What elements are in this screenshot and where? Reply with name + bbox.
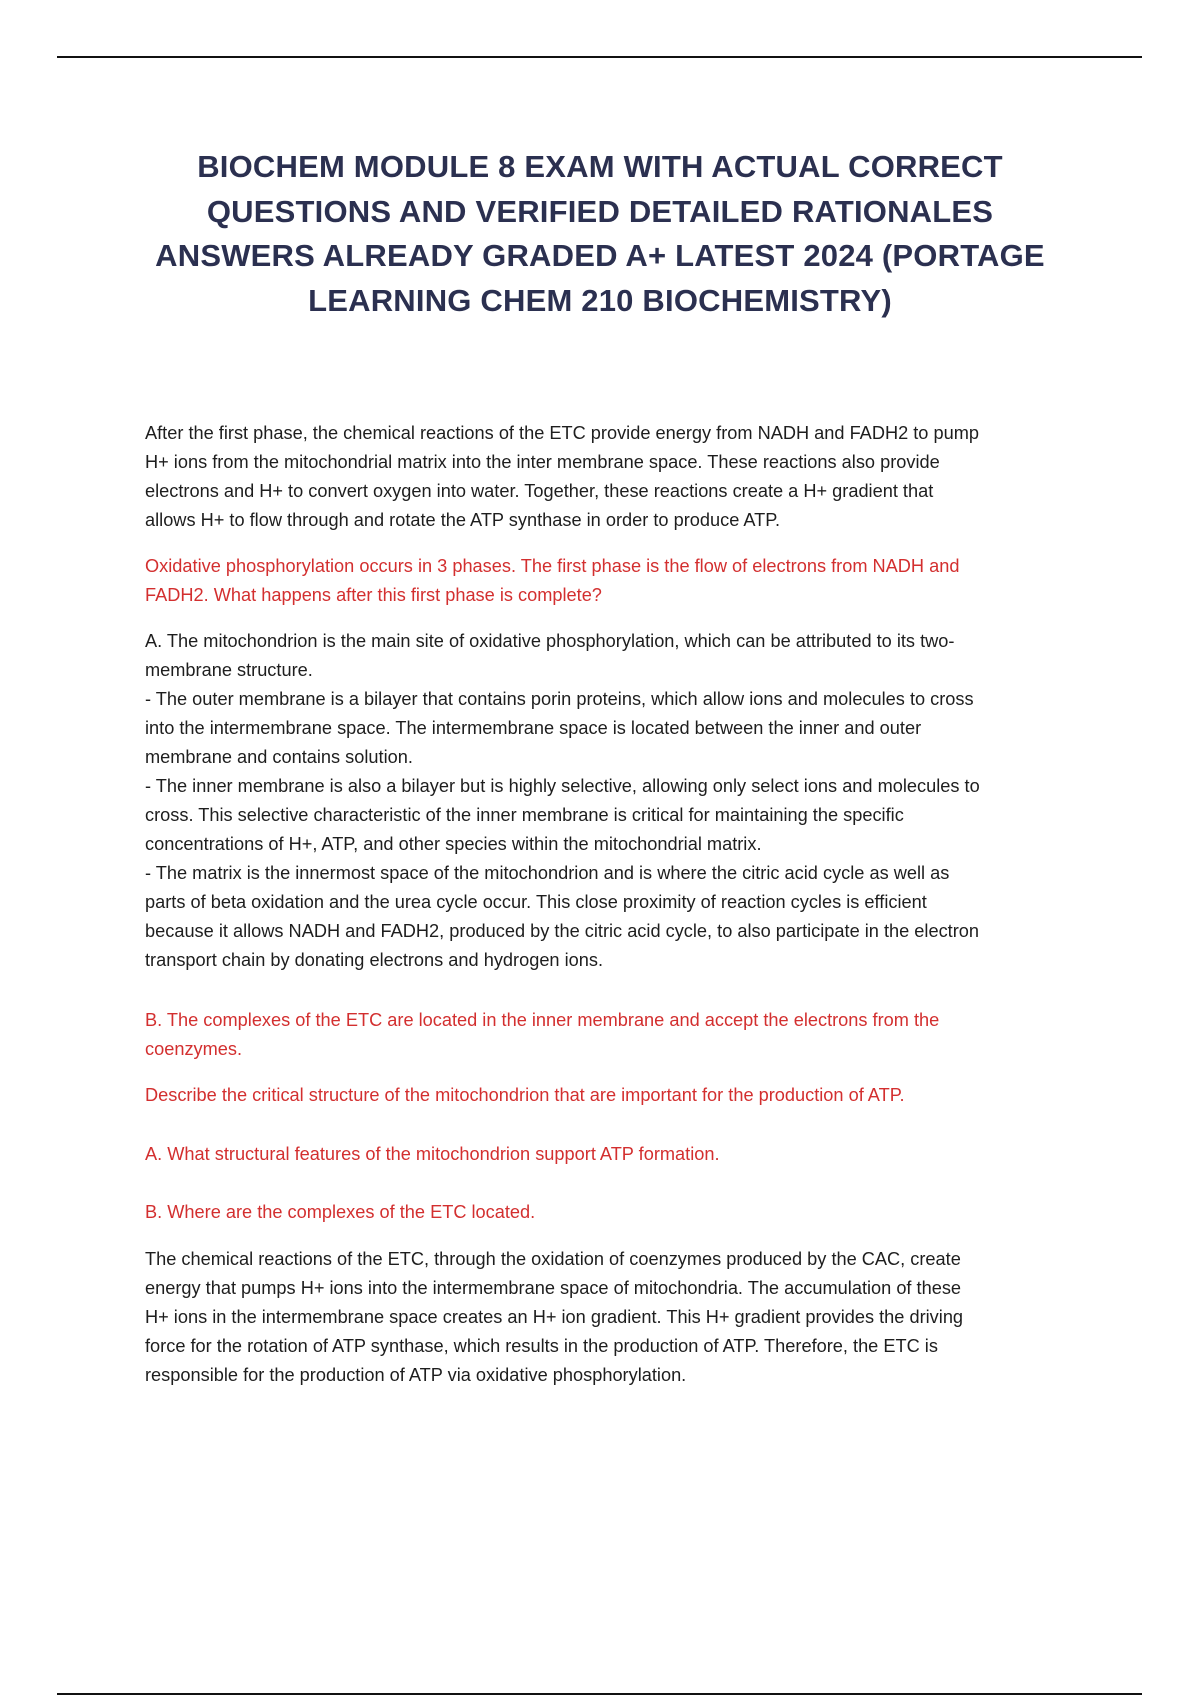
text-line: H+ ions from the mitochondrial matrix into the inter membrane space. These reactions also provide [145, 452, 940, 472]
text-line: FADH2. What happens after this first phase is complete? [145, 585, 602, 605]
question-structural-features [145, 1140, 1085, 1169]
document-title [120, 145, 1080, 323]
text-line: because it allows NADH and FADH2, produced by the citric acid cycle, to also participate in the electron [145, 921, 980, 941]
question-oxidative-phosphorylation [145, 552, 1085, 610]
title-line: LEARNING CHEM 210 BIOCHEMISTRY) [308, 282, 892, 318]
question-complexes-location [145, 1198, 1085, 1227]
top-rule [57, 56, 1142, 58]
title-line: QUESTIONS AND VERIFIED DETAILED RATIONALES [206, 193, 994, 229]
text-line: - The outer membrane is a bilayer that contains porin proteins, which allow ions and molecules to cross [145, 689, 974, 709]
text-line: membrane and contains solution. [145, 747, 413, 767]
text-line: After the first phase, the chemical reactions of the ETC provide energy from NADH and FADH2 to pump [145, 423, 979, 443]
text-line: parts of beta oxidation and the urea cycle occur. This close proximity of reaction cycles is efficient [145, 892, 927, 912]
text-line: electrons and H+ to convert oxygen into water. Together, these reactions create a H+ gradient that [145, 481, 934, 501]
text-line: - The inner membrane is also a bilayer but is highly selective, allowing only select ions and molecules to [145, 776, 980, 796]
answer-paragraph-etc-energy [145, 419, 1085, 535]
text-line: The chemical reactions of the ETC, through the oxidation of coenzymes produced by the CAC, create [145, 1249, 961, 1269]
title-line: ANSWERS ALREADY GRADED A+ LATEST 2024 (PORTAGE [155, 238, 1045, 273]
text-line: responsible for the production of ATP via oxidative phosphorylation. [145, 1365, 687, 1385]
text-line: B. The complexes of the ETC are located in the inner membrane and accept the electrons from the [145, 1010, 940, 1030]
text-line: into the intermembrane space. The intermembrane space is located between the inner and outer [145, 718, 922, 738]
answer-etc-location [145, 1006, 1085, 1064]
answer-mitochondrion-structure [145, 627, 1085, 975]
text-line: force for the rotation of ATP synthase, which results in the production of ATP. Therefore, the ETC is [145, 1336, 938, 1356]
text-line: cross. This selective characteristic of the inner membrane is critical for maintaining the specific [145, 805, 904, 825]
text-line: B. Where are the complexes of the ETC located. [145, 1202, 536, 1222]
text-line: concentrations of H+, ATP, and other species within the mitochondrial matrix. [145, 834, 762, 854]
text-line: allows H+ to flow through and rotate the ATP synthase in order to produce ATP. [145, 510, 781, 530]
text-line: - The matrix is the innermost space of the mitochondrion and is where the citric acid cycle as well as [145, 863, 950, 883]
text-line: Oxidative phosphorylation occurs in 3 phases. The first phase is the flow of electrons from NADH and [145, 556, 960, 576]
answer-etc-atp-production [145, 1245, 1085, 1390]
text-line: coenzymes. [145, 1039, 243, 1059]
title-line: BIOCHEM MODULE 8 EXAM WITH ACTUAL CORRECT [197, 149, 1003, 184]
text-line: A. What structural features of the mitochondrion support ATP formation. [145, 1144, 720, 1164]
text-line: membrane structure. [145, 660, 313, 680]
text-line: Describe the critical structure of the mitochondrion that are important for the production of ATP. [145, 1085, 905, 1105]
question-critical-structure [145, 1081, 1085, 1110]
text-line: A. The mitochondrion is the main site of oxidative phosphorylation, which can be attributed to its two- [145, 631, 955, 651]
text-line: transport chain by donating electrons and hydrogen ions. [145, 950, 604, 970]
text-line: energy that pumps H+ ions into the intermembrane space of mitochondria. The accumulation of these [145, 1278, 962, 1298]
text-line: H+ ions in the intermembrane space creates an H+ ion gradient. This H+ gradient provides the driving [145, 1307, 964, 1327]
bottom-rule [57, 1693, 1142, 1695]
